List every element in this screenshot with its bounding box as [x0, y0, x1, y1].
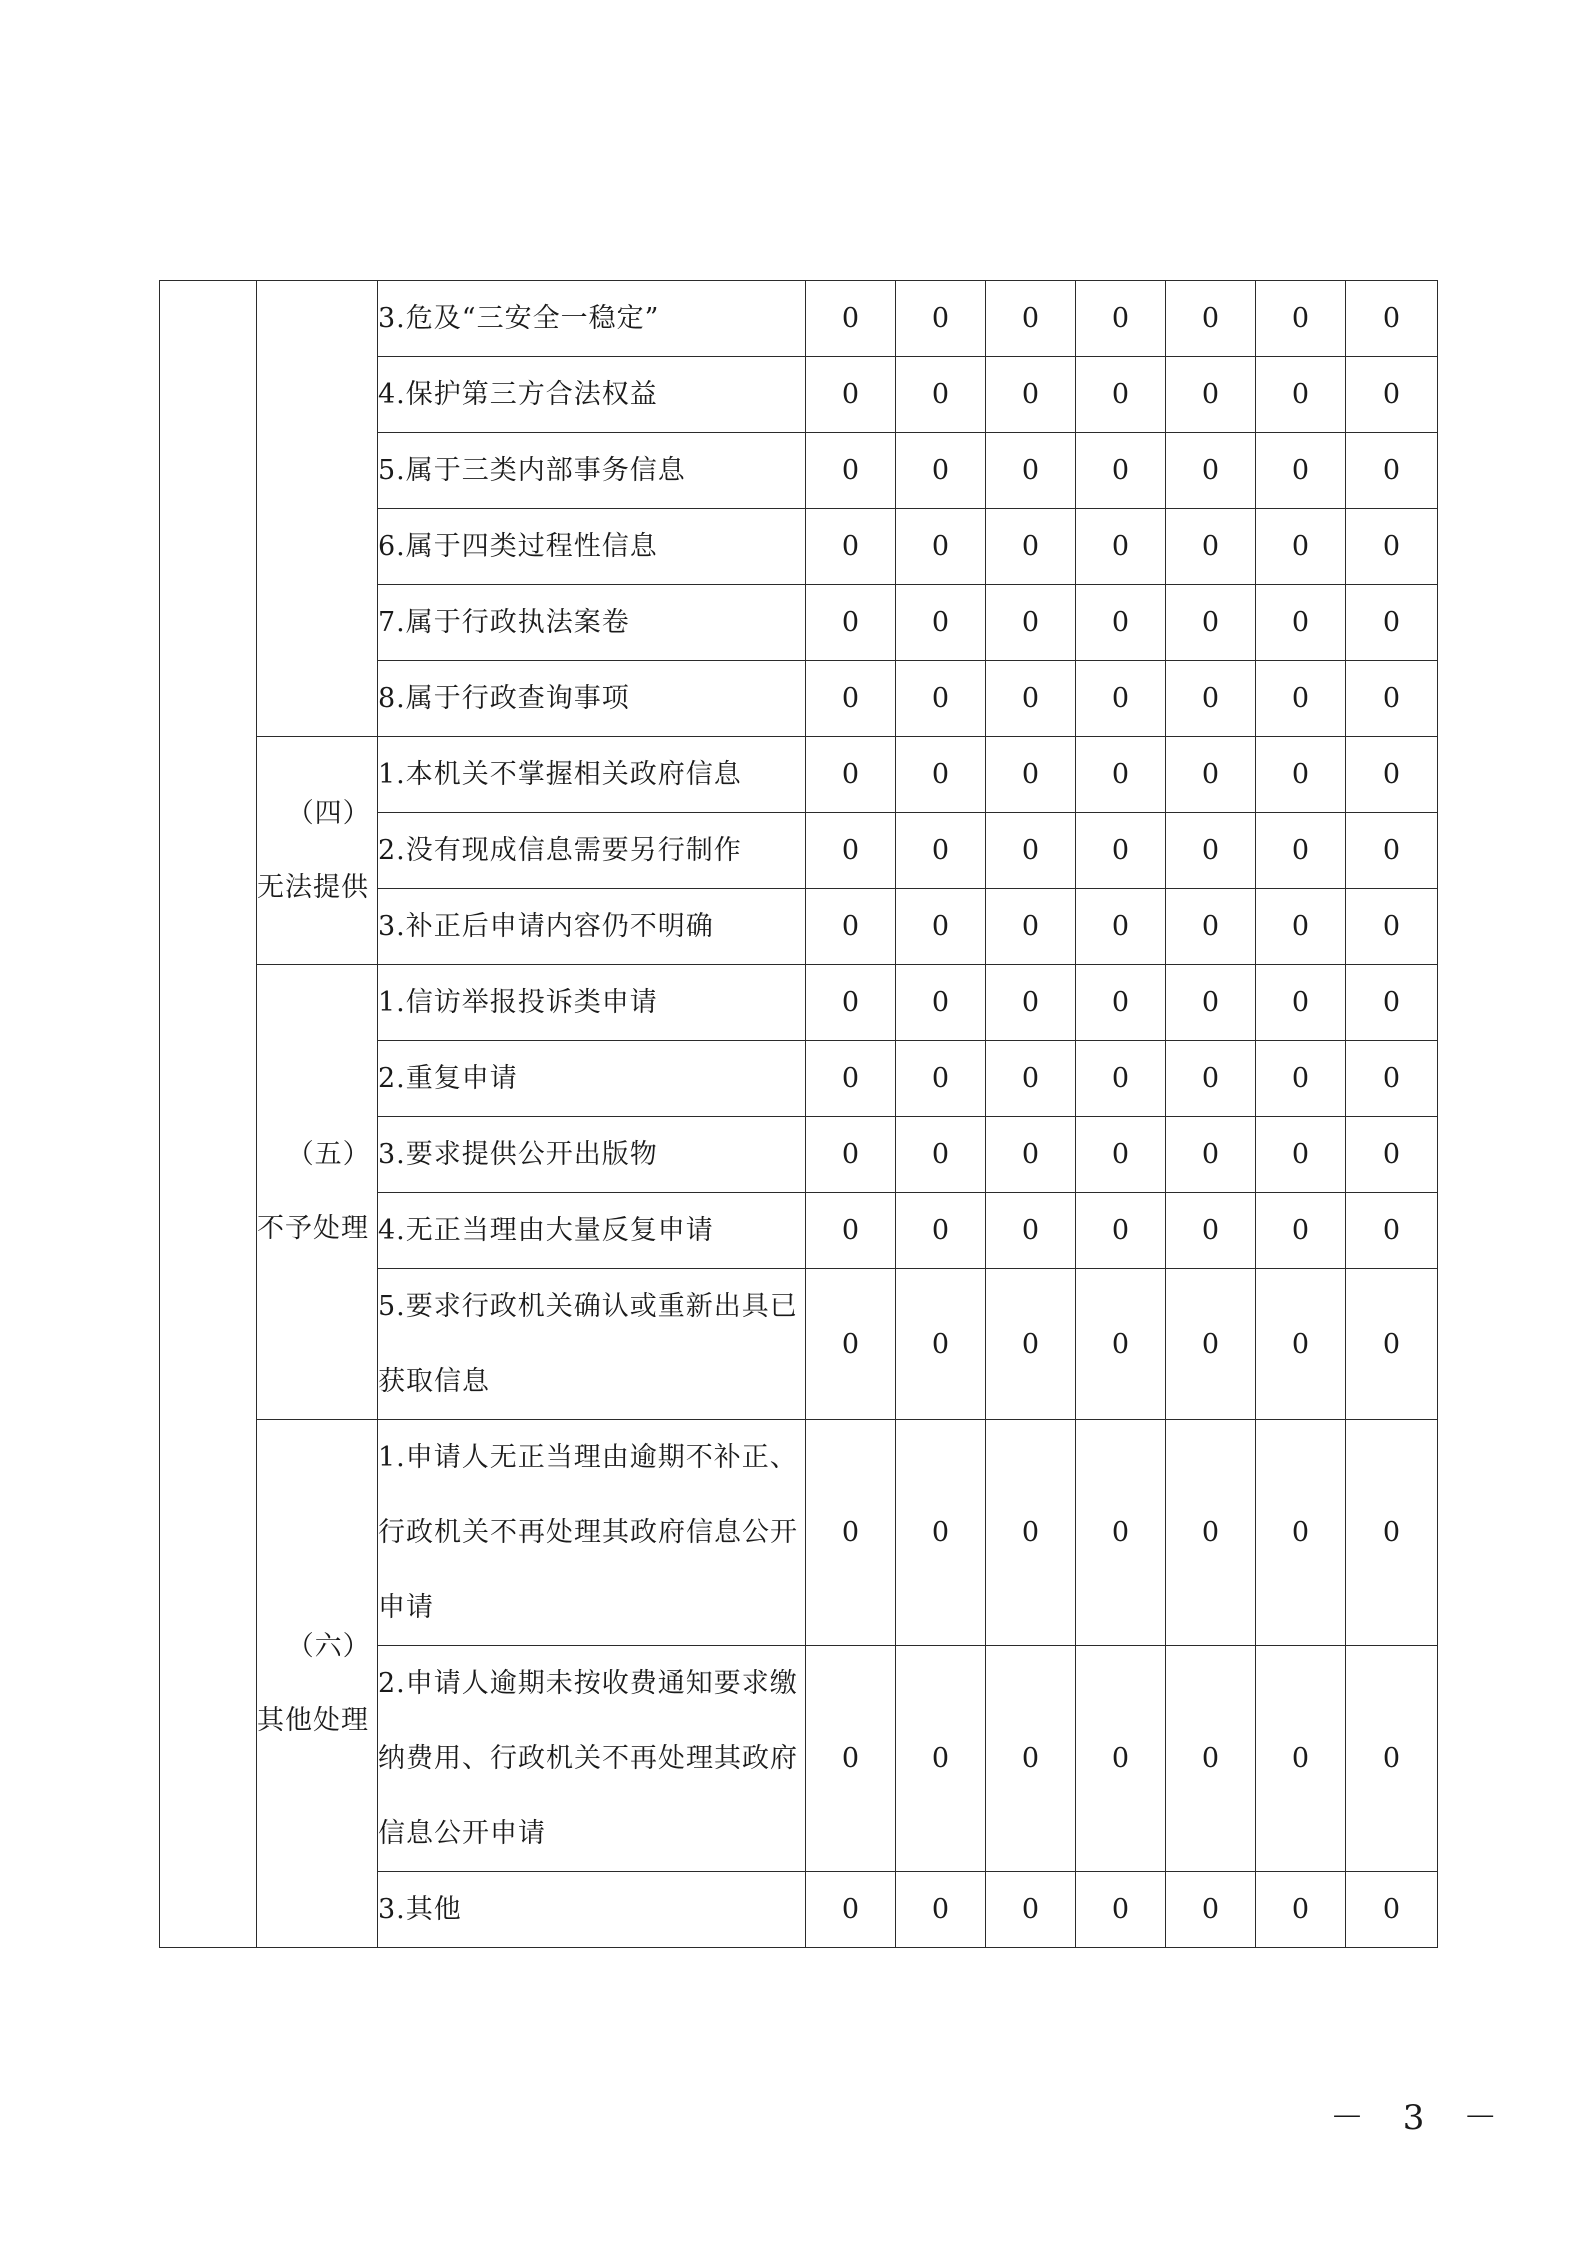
value-cell: 0 [1076, 1646, 1166, 1872]
value-cell: 0 [896, 1872, 986, 1948]
value-cell: 0 [1256, 1117, 1346, 1193]
value-cell: 0 [1256, 661, 1346, 737]
value-cell: 0 [1256, 1269, 1346, 1420]
value-cell: 0 [806, 1420, 896, 1646]
value-cell: 0 [1076, 357, 1166, 433]
value-cell: 0 [1076, 737, 1166, 813]
value-cell: 0 [1346, 1646, 1438, 1872]
table-row [160, 737, 1438, 813]
value-cell: 0 [1256, 737, 1346, 813]
value-cell: 0 [1076, 281, 1166, 357]
item-label: 1.信访举报投诉类申请 [378, 965, 806, 1041]
item-label: 4.保护第三方合法权益 [378, 357, 806, 433]
value-cell: 0 [806, 889, 896, 965]
value-cell: 0 [1346, 1117, 1438, 1193]
value-cell: 0 [986, 1269, 1076, 1420]
value-cell: 0 [1346, 889, 1438, 965]
value-cell: 0 [1346, 1193, 1438, 1269]
value-cell: 0 [806, 737, 896, 813]
value-cell: 0 [986, 1646, 1076, 1872]
value-cell: 0 [1166, 1193, 1256, 1269]
value-cell: 0 [896, 509, 986, 585]
item-label: 8.属于行政查询事项 [378, 661, 806, 737]
value-cell: 0 [1166, 357, 1256, 433]
value-cell: 0 [1346, 509, 1438, 585]
value-cell: 0 [1346, 1872, 1438, 1948]
value-cell: 0 [896, 737, 986, 813]
value-cell: 0 [896, 965, 986, 1041]
value-cell: 0 [806, 1646, 896, 1872]
value-cell: 0 [806, 433, 896, 509]
value-cell: 0 [896, 357, 986, 433]
value-cell: 0 [1166, 433, 1256, 509]
table-row [160, 1420, 1438, 1646]
value-cell: 0 [1346, 1041, 1438, 1117]
item-label: 1.本机关不掌握相关政府信息 [378, 737, 806, 813]
value-cell: 0 [1166, 281, 1256, 357]
value-cell: 0 [1166, 1646, 1256, 1872]
value-cell: 0 [1346, 965, 1438, 1041]
value-cell: 0 [896, 813, 986, 889]
item-label: 5.属于三类内部事务信息 [378, 433, 806, 509]
value-cell: 0 [986, 1041, 1076, 1117]
value-cell: 0 [986, 281, 1076, 357]
value-cell: 0 [896, 585, 986, 661]
item-label: 6.属于四类过程性信息 [378, 509, 806, 585]
value-cell: 0 [896, 1041, 986, 1117]
value-cell: 0 [1256, 1420, 1346, 1646]
value-cell: 0 [1256, 1872, 1346, 1948]
item-label: 3.危及“三安全一稳定” [378, 281, 806, 357]
value-cell: 0 [806, 509, 896, 585]
value-cell: 0 [806, 1041, 896, 1117]
value-cell: 0 [806, 1269, 896, 1420]
value-cell: 0 [1256, 813, 1346, 889]
value-cell: 0 [1346, 585, 1438, 661]
value-cell: 0 [986, 433, 1076, 509]
value-cell: 0 [1256, 509, 1346, 585]
value-cell: 0 [806, 1872, 896, 1948]
value-cell: 0 [896, 661, 986, 737]
value-cell: 0 [806, 281, 896, 357]
value-cell: 0 [1166, 1041, 1256, 1117]
value-cell: 0 [806, 585, 896, 661]
value-cell: 0 [1256, 433, 1346, 509]
value-cell: 0 [1346, 281, 1438, 357]
value-cell: 0 [1346, 357, 1438, 433]
category-cell [160, 281, 257, 1948]
item-label: 1.申请人无正当理由逾期不补正、行政机关不再处理其政府信息公开申请 [378, 1420, 806, 1646]
item-label: 5.要求行政机关确认或重新出具已获取信息 [378, 1269, 806, 1420]
value-cell: 0 [986, 1420, 1076, 1646]
value-cell: 0 [1076, 965, 1166, 1041]
group-cell: （五）不予处理 [257, 965, 378, 1420]
value-cell: 0 [1256, 1193, 1346, 1269]
item-label: 2.没有现成信息需要另行制作 [378, 813, 806, 889]
value-cell: 0 [806, 357, 896, 433]
value-cell: 0 [896, 281, 986, 357]
value-cell: 0 [986, 813, 1076, 889]
value-cell: 0 [1166, 509, 1256, 585]
value-cell: 0 [986, 965, 1076, 1041]
page-number: － 3 － [1330, 2098, 1512, 2138]
value-cell: 0 [1346, 737, 1438, 813]
value-cell: 0 [1076, 585, 1166, 661]
value-cell: 0 [1076, 1193, 1166, 1269]
value-cell: 0 [1166, 965, 1256, 1041]
value-cell: 0 [1346, 433, 1438, 509]
value-cell: 0 [806, 1193, 896, 1269]
value-cell: 0 [986, 1117, 1076, 1193]
value-cell: 0 [986, 737, 1076, 813]
value-cell: 0 [806, 1117, 896, 1193]
value-cell: 0 [896, 1269, 986, 1420]
value-cell: 0 [1166, 1269, 1256, 1420]
group-cell: （六）其他处理 [257, 1420, 378, 1948]
value-cell: 0 [1256, 1041, 1346, 1117]
table-row [160, 281, 1438, 357]
group-cell [257, 281, 378, 737]
item-label: 3.补正后申请内容仍不明确 [378, 889, 806, 965]
value-cell: 0 [1076, 661, 1166, 737]
value-cell: 0 [896, 889, 986, 965]
value-cell: 0 [1346, 1269, 1438, 1420]
value-cell: 0 [1076, 1269, 1166, 1420]
value-cell: 0 [806, 965, 896, 1041]
value-cell: 0 [1346, 813, 1438, 889]
value-cell: 0 [1256, 1646, 1346, 1872]
value-cell: 0 [896, 1117, 986, 1193]
value-cell: 0 [1166, 813, 1256, 889]
value-cell: 0 [1076, 1117, 1166, 1193]
item-label: 4.无正当理由大量反复申请 [378, 1193, 806, 1269]
value-cell: 0 [1076, 509, 1166, 585]
value-cell: 0 [1256, 585, 1346, 661]
value-cell: 0 [1076, 1041, 1166, 1117]
value-cell: 0 [986, 357, 1076, 433]
value-cell: 0 [896, 1646, 986, 1872]
value-cell: 0 [896, 1420, 986, 1646]
value-cell: 0 [1166, 889, 1256, 965]
value-cell: 0 [1166, 1420, 1256, 1646]
value-cell: 0 [806, 813, 896, 889]
value-cell: 0 [986, 1193, 1076, 1269]
value-cell: 0 [1166, 661, 1256, 737]
table-body [160, 281, 1438, 1948]
value-cell: 0 [1166, 1117, 1256, 1193]
item-label: 2.申请人逾期未按收费通知要求缴纳费用、行政机关不再处理其政府信息公开申请 [378, 1646, 806, 1872]
value-cell: 0 [1256, 281, 1346, 357]
table-row [160, 965, 1438, 1041]
value-cell: 0 [1166, 737, 1256, 813]
value-cell: 0 [896, 1193, 986, 1269]
value-cell: 0 [1346, 661, 1438, 737]
value-cell: 0 [986, 509, 1076, 585]
group-cell: （四）无法提供 [257, 737, 378, 965]
value-cell: 0 [1256, 357, 1346, 433]
value-cell: 0 [986, 585, 1076, 661]
value-cell: 0 [986, 1872, 1076, 1948]
value-cell: 0 [896, 433, 986, 509]
value-cell: 0 [1076, 889, 1166, 965]
value-cell: 0 [1256, 889, 1346, 965]
value-cell: 0 [1076, 1420, 1166, 1646]
value-cell: 0 [1076, 433, 1166, 509]
value-cell: 0 [1256, 965, 1346, 1041]
value-cell: 0 [1166, 585, 1256, 661]
value-cell: 0 [1076, 813, 1166, 889]
value-cell: 0 [1076, 1872, 1166, 1948]
value-cell: 0 [986, 889, 1076, 965]
statistics-table [159, 280, 1438, 1948]
item-label: 7.属于行政执法案卷 [378, 585, 806, 661]
item-label: 3.要求提供公开出版物 [378, 1117, 806, 1193]
value-cell: 0 [986, 661, 1076, 737]
value-cell: 0 [806, 661, 896, 737]
item-label: 3.其他 [378, 1872, 806, 1948]
value-cell: 0 [1166, 1872, 1256, 1948]
value-cell: 0 [1346, 1420, 1438, 1646]
item-label: 2.重复申请 [378, 1041, 806, 1117]
